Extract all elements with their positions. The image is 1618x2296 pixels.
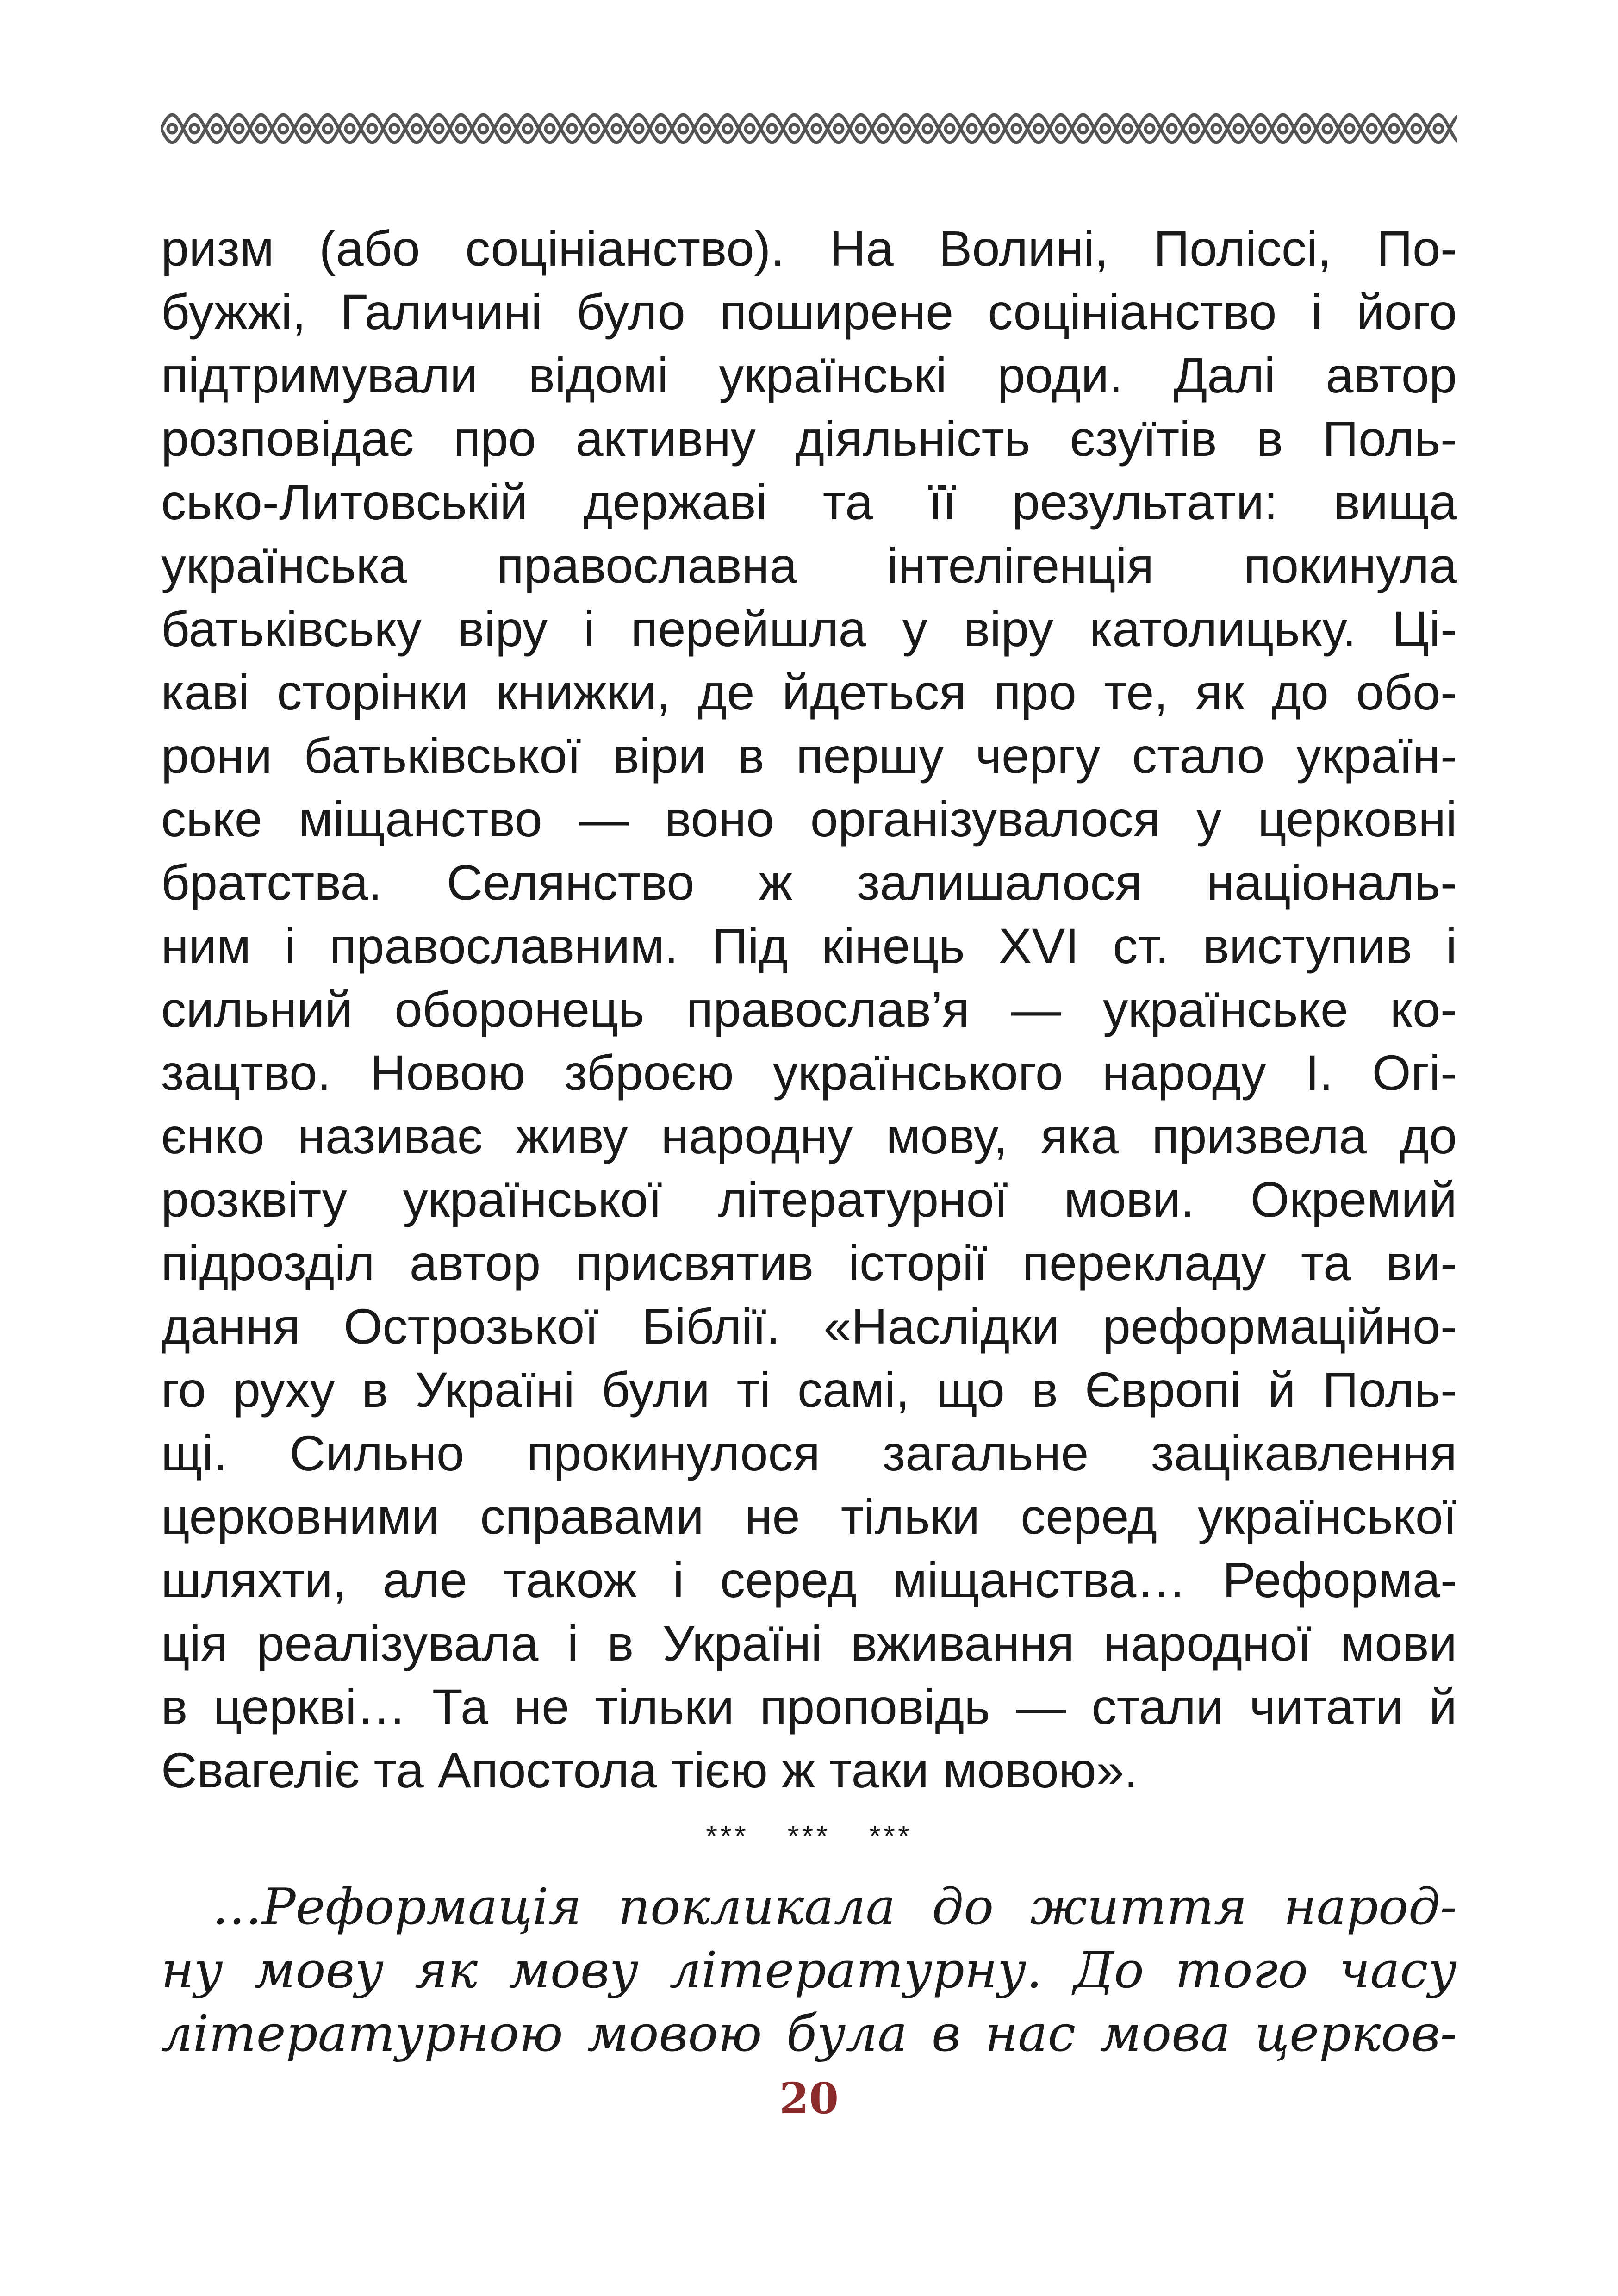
body-line: ним і православним. Під кінець XVI ст. виступив і [161, 918, 1457, 974]
body-line: ція реалізувала і в Україні вживання народної мови [161, 1615, 1457, 1671]
body-line: шляхти, але також і серед міщанства… Реформа- [161, 1552, 1457, 1608]
body-line: зацтво. Новою зброєю українського народу І. Огі- [161, 1045, 1457, 1101]
body-line: Євагеліє та Апостола тією ж таки мовою». [161, 1742, 1138, 1798]
quote-line: ну мову як мову літературну. До того часу [161, 1941, 1457, 1999]
body-line: бужжі, Галичині було поширене соцініанство і його [161, 284, 1457, 340]
body-line: ризм (або соцініанство). На Волині, Поліссі, По- [161, 220, 1457, 276]
body-line: братства. Селянство ж залишалося національ- [161, 854, 1457, 910]
quote-line: …Реформація покликала до життя народ- [212, 1878, 1457, 1936]
ornament-border [161, 107, 1457, 150]
body-line: розповідає про активну діяльність єзуїтів в Поль- [161, 411, 1457, 467]
quote-line: літературною мовою була в нас мова церков- [161, 2005, 1457, 2063]
body-line: підрозділ автор присвятив історії перекладу та ви- [161, 1235, 1457, 1291]
body-line: розквіту української літературної мови. Окремий [161, 1171, 1457, 1227]
body-line: сильний оборонець православ’я — українське ко- [161, 981, 1457, 1037]
body-line: дання Острозької Біблії. «Наслідки реформаційно- [161, 1298, 1457, 1354]
body-line: сько-Литовській державі та її результати: вища [161, 474, 1457, 530]
quote-text [161, 1875, 1457, 2066]
body-line: щі. Сильно прокинулося загальне зацікавлення [161, 1425, 1457, 1481]
body-line: в церкві… Та не тільки проповідь — стали читати й [161, 1679, 1457, 1735]
body-line: церковними справами не тільки серед української [161, 1488, 1457, 1544]
body-line: ське міщанство — воно організувалося у церковні [161, 791, 1457, 847]
body-line: го руху в Україні були ті самі, що в Європі й Поль- [161, 1362, 1457, 1418]
body-line: підтримували відомі українські роди. Далі автор [161, 347, 1457, 403]
body-line: єнко називає живу народну мову, яка призвела до [161, 1108, 1457, 1164]
body-line: рони батьківської віри в першу чергу стало україн- [161, 728, 1457, 784]
body-line: батьківську віру і перейшла у віру католицьку. Ці- [161, 601, 1457, 657]
page-number: 20 [779, 2073, 839, 2123]
section-separator: *** *** *** [706, 1819, 912, 1853]
body-line: українська православна інтелігенція покинула [161, 537, 1457, 593]
body-line: каві сторінки книжки, де йдеться про те, як до обо- [161, 664, 1457, 720]
body-text [161, 217, 1457, 1802]
